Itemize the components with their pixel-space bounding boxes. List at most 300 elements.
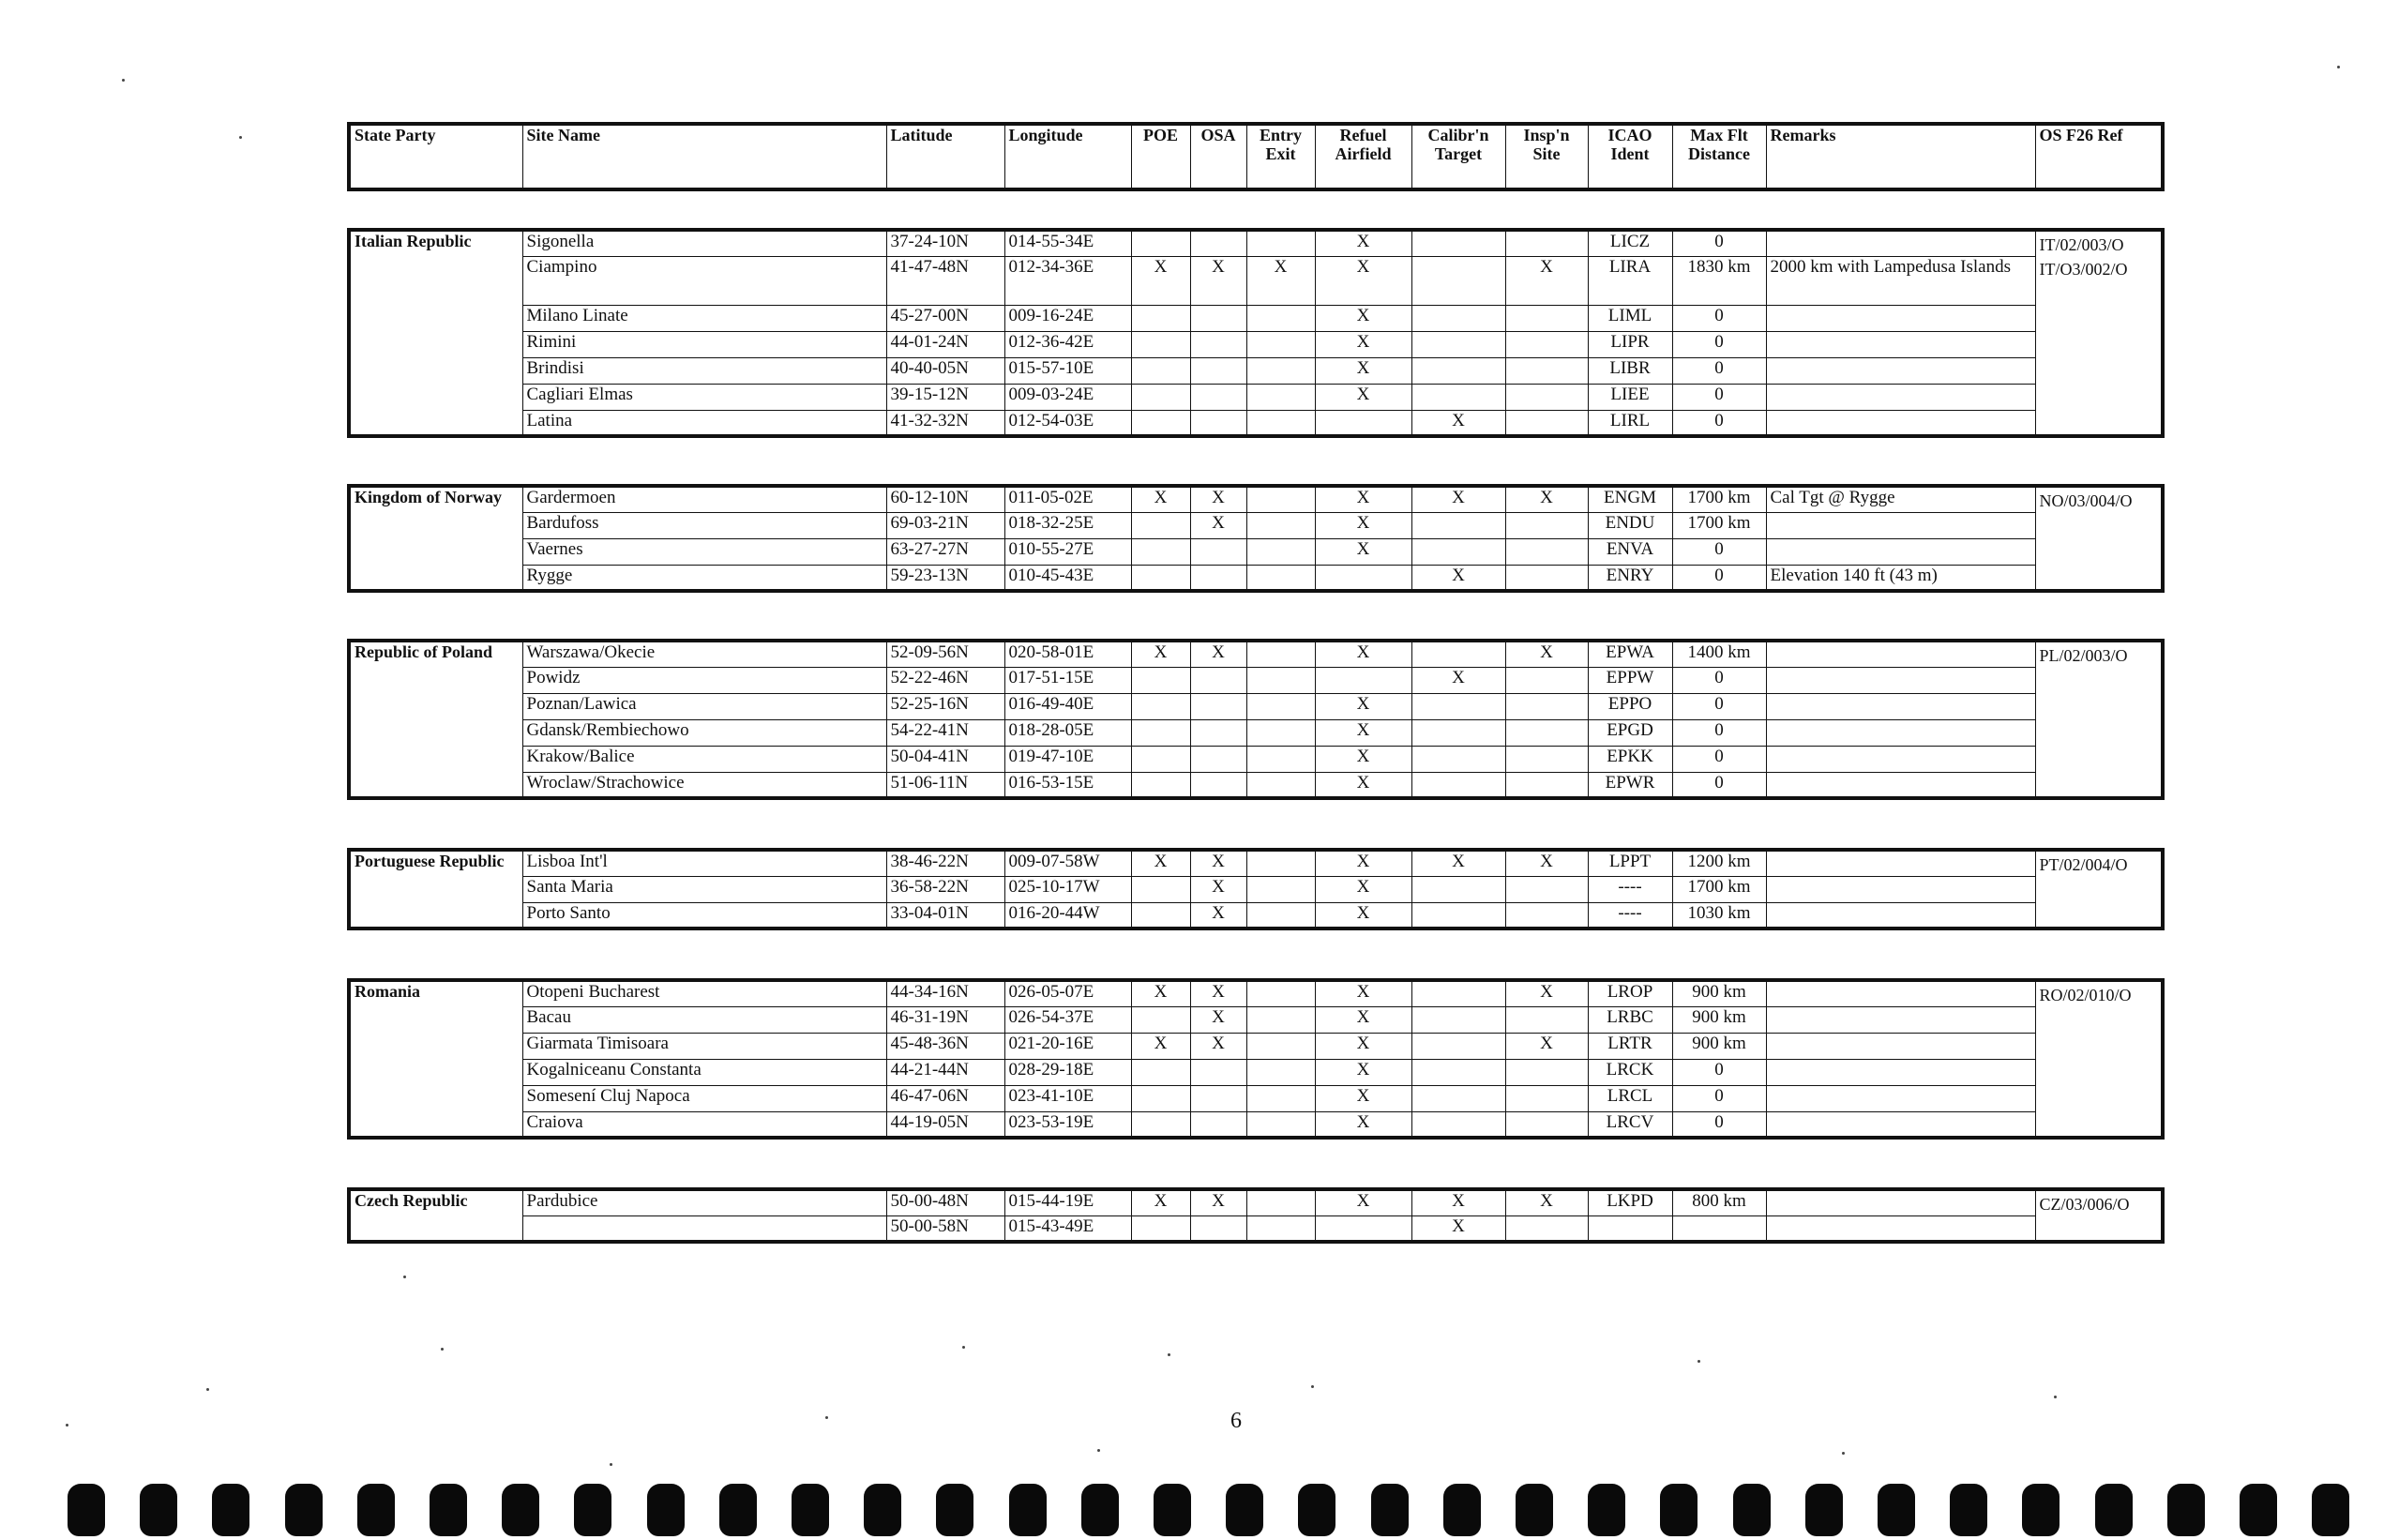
header-row bbox=[349, 124, 2163, 189]
refuel-cell: X bbox=[1315, 230, 1411, 256]
calibration-cell: X bbox=[1411, 1189, 1505, 1215]
binder-hole bbox=[212, 1484, 249, 1536]
remarks-cell bbox=[1766, 305, 2035, 331]
latitude-cell: 50-04-41N bbox=[886, 746, 1004, 772]
refuel-cell bbox=[1315, 1215, 1411, 1242]
inspection-cell bbox=[1505, 1215, 1588, 1242]
osa-cell: X bbox=[1190, 1033, 1246, 1059]
table-row bbox=[349, 719, 2163, 746]
longitude-cell: 018-28-05E bbox=[1004, 719, 1131, 746]
entry-exit-cell bbox=[1246, 357, 1315, 384]
remarks-cell bbox=[1766, 1085, 2035, 1111]
entry-exit-cell bbox=[1246, 538, 1315, 565]
osa-cell: X bbox=[1190, 1006, 1246, 1033]
inspection-cell bbox=[1505, 746, 1588, 772]
column-header: Entry Exit bbox=[1246, 124, 1315, 189]
binder-hole bbox=[502, 1484, 539, 1536]
icao-cell: ENDU bbox=[1588, 512, 1672, 538]
state-party-table bbox=[347, 1187, 2165, 1244]
latitude-cell: 37-24-10N bbox=[886, 230, 1004, 256]
table-row bbox=[349, 1033, 2163, 1059]
poe-cell: X bbox=[1131, 1189, 1190, 1215]
entry-exit-cell bbox=[1246, 230, 1315, 256]
site-name-cell: Porto Santo bbox=[522, 902, 886, 929]
icao-cell: EPWR bbox=[1588, 772, 1672, 798]
column-header: Max Flt Distance bbox=[1672, 124, 1766, 189]
poe-cell bbox=[1131, 538, 1190, 565]
site-name-cell: Krakow/Balice bbox=[522, 746, 886, 772]
scan-speck bbox=[122, 79, 125, 82]
binder-hole bbox=[574, 1484, 611, 1536]
icao-cell: EPPO bbox=[1588, 693, 1672, 719]
site-name-cell: Rygge bbox=[522, 565, 886, 591]
remarks-cell bbox=[1766, 1059, 2035, 1085]
inspection-cell bbox=[1505, 384, 1588, 410]
site-name-cell: Brindisi bbox=[522, 357, 886, 384]
longitude-cell: 018-32-25E bbox=[1004, 512, 1131, 538]
table-row bbox=[349, 693, 2163, 719]
osa-cell bbox=[1190, 331, 1246, 357]
poe-cell: X bbox=[1131, 1033, 1190, 1059]
latitude-cell: 44-19-05N bbox=[886, 1111, 1004, 1138]
osa-cell: X bbox=[1190, 486, 1246, 512]
state-party-cell: Czech Republic bbox=[349, 1189, 522, 1242]
os-f26-ref: IT/02/003/O bbox=[2039, 235, 2124, 254]
scan-speck bbox=[1842, 1452, 1845, 1455]
inspection-cell bbox=[1505, 667, 1588, 693]
poe-cell: X bbox=[1131, 486, 1190, 512]
refuel-cell: X bbox=[1315, 876, 1411, 902]
poe-cell bbox=[1131, 876, 1190, 902]
entry-exit-cell bbox=[1246, 1215, 1315, 1242]
refuel-cell: X bbox=[1315, 1006, 1411, 1033]
longitude-cell: 016-53-15E bbox=[1004, 772, 1131, 798]
latitude-cell: 52-09-56N bbox=[886, 641, 1004, 667]
os-f26-ref-cell bbox=[2035, 486, 2163, 591]
osa-cell: X bbox=[1190, 512, 1246, 538]
longitude-cell: 016-20-44W bbox=[1004, 902, 1131, 929]
icao-cell: LIML bbox=[1588, 305, 1672, 331]
inspection-cell: X bbox=[1505, 256, 1588, 305]
refuel-cell: X bbox=[1315, 384, 1411, 410]
header-table bbox=[347, 122, 2165, 191]
max-distance-cell: 1200 km bbox=[1672, 850, 1766, 876]
os-f26-ref: RO/02/010/O bbox=[2039, 986, 2132, 1004]
table-row bbox=[349, 850, 2163, 876]
state-party-cell: Romania bbox=[349, 980, 522, 1138]
max-distance-cell: 1030 km bbox=[1672, 902, 1766, 929]
longitude-cell: 010-45-43E bbox=[1004, 565, 1131, 591]
icao-cell: EPKK bbox=[1588, 746, 1672, 772]
max-distance-cell: 1400 km bbox=[1672, 641, 1766, 667]
state-party-cell: Republic of Poland bbox=[349, 641, 522, 798]
osa-cell bbox=[1190, 357, 1246, 384]
site-name-cell: Gardermoen bbox=[522, 486, 886, 512]
longitude-cell: 012-36-42E bbox=[1004, 331, 1131, 357]
latitude-cell: 44-01-24N bbox=[886, 331, 1004, 357]
icao-cell: LRCK bbox=[1588, 1059, 1672, 1085]
longitude-cell: 014-55-34E bbox=[1004, 230, 1131, 256]
inspection-cell: X bbox=[1505, 641, 1588, 667]
os-f26-ref: CZ/03/006/O bbox=[2039, 1195, 2130, 1214]
column-header: Latitude bbox=[886, 124, 1004, 189]
calibration-cell: X bbox=[1411, 486, 1505, 512]
icao-cell: ENVA bbox=[1588, 538, 1672, 565]
calibration-cell bbox=[1411, 902, 1505, 929]
poe-cell bbox=[1131, 719, 1190, 746]
remarks-cell bbox=[1766, 410, 2035, 436]
osa-cell bbox=[1190, 746, 1246, 772]
table-row bbox=[349, 876, 2163, 902]
longitude-cell: 026-54-37E bbox=[1004, 1006, 1131, 1033]
inspection-cell: X bbox=[1505, 980, 1588, 1006]
poe-cell bbox=[1131, 305, 1190, 331]
site-name-cell: Powidz bbox=[522, 667, 886, 693]
max-distance-cell: 0 bbox=[1672, 719, 1766, 746]
longitude-cell: 017-51-15E bbox=[1004, 667, 1131, 693]
longitude-cell: 015-57-10E bbox=[1004, 357, 1131, 384]
refuel-cell: X bbox=[1315, 1111, 1411, 1138]
calibration-cell: X bbox=[1411, 667, 1505, 693]
max-distance-cell bbox=[1672, 1215, 1766, 1242]
latitude-cell: 52-25-16N bbox=[886, 693, 1004, 719]
calibration-cell bbox=[1411, 331, 1505, 357]
osa-cell: X bbox=[1190, 980, 1246, 1006]
table-row bbox=[349, 746, 2163, 772]
refuel-cell: X bbox=[1315, 357, 1411, 384]
calibration-cell bbox=[1411, 1033, 1505, 1059]
os-f26-ref-cell bbox=[2035, 980, 2163, 1138]
osa-cell bbox=[1190, 384, 1246, 410]
calibration-cell bbox=[1411, 256, 1505, 305]
table-row bbox=[349, 538, 2163, 565]
osa-cell: X bbox=[1190, 902, 1246, 929]
max-distance-cell: 0 bbox=[1672, 1085, 1766, 1111]
latitude-cell: 44-34-16N bbox=[886, 980, 1004, 1006]
refuel-cell bbox=[1315, 565, 1411, 591]
osa-cell: X bbox=[1190, 1189, 1246, 1215]
max-distance-cell: 0 bbox=[1672, 230, 1766, 256]
latitude-cell: 63-27-27N bbox=[886, 538, 1004, 565]
table-row bbox=[349, 1059, 2163, 1085]
binder-hole bbox=[68, 1484, 105, 1536]
longitude-cell: 015-43-49E bbox=[1004, 1215, 1131, 1242]
latitude-cell: 45-27-00N bbox=[886, 305, 1004, 331]
column-header: ICAO Ident bbox=[1588, 124, 1672, 189]
entry-exit-cell bbox=[1246, 1111, 1315, 1138]
refuel-cell: X bbox=[1315, 641, 1411, 667]
binder-hole bbox=[430, 1484, 467, 1536]
scan-speck bbox=[1168, 1353, 1170, 1356]
refuel-cell: X bbox=[1315, 980, 1411, 1006]
poe-cell bbox=[1131, 1006, 1190, 1033]
table-row bbox=[349, 1111, 2163, 1138]
os-f26-ref-cell bbox=[2035, 641, 2163, 798]
poe-cell bbox=[1131, 1215, 1190, 1242]
icao-cell: ENGM bbox=[1588, 486, 1672, 512]
poe-cell bbox=[1131, 512, 1190, 538]
table-row bbox=[349, 512, 2163, 538]
site-name-cell: Giarmata Timisoara bbox=[522, 1033, 886, 1059]
calibration-cell bbox=[1411, 305, 1505, 331]
remarks-cell bbox=[1766, 772, 2035, 798]
remarks-cell bbox=[1766, 357, 2035, 384]
osa-cell bbox=[1190, 538, 1246, 565]
longitude-cell: 028-29-18E bbox=[1004, 1059, 1131, 1085]
refuel-cell: X bbox=[1315, 746, 1411, 772]
latitude-cell: 59-23-13N bbox=[886, 565, 1004, 591]
osa-cell: X bbox=[1190, 876, 1246, 902]
entry-exit-cell bbox=[1246, 980, 1315, 1006]
max-distance-cell: 0 bbox=[1672, 772, 1766, 798]
max-distance-cell: 0 bbox=[1672, 667, 1766, 693]
poe-cell bbox=[1131, 331, 1190, 357]
site-name-cell bbox=[522, 1215, 886, 1242]
site-name-cell: Bacau bbox=[522, 1006, 886, 1033]
column-header: OS F26 Ref bbox=[2035, 124, 2163, 189]
scan-speck bbox=[403, 1276, 406, 1278]
longitude-cell: 023-41-10E bbox=[1004, 1085, 1131, 1111]
inspection-cell bbox=[1505, 1059, 1588, 1085]
column-header: OSA bbox=[1190, 124, 1246, 189]
refuel-cell bbox=[1315, 410, 1411, 436]
site-name-cell: Lisboa Int'l bbox=[522, 850, 886, 876]
refuel-cell: X bbox=[1315, 850, 1411, 876]
remarks-cell bbox=[1766, 230, 2035, 256]
icao-cell: LRBC bbox=[1588, 1006, 1672, 1033]
inspection-cell bbox=[1505, 1111, 1588, 1138]
entry-exit-cell: X bbox=[1246, 256, 1315, 305]
binder-hole bbox=[357, 1484, 395, 1536]
entry-exit-cell bbox=[1246, 565, 1315, 591]
refuel-cell: X bbox=[1315, 772, 1411, 798]
max-distance-cell: 1700 km bbox=[1672, 876, 1766, 902]
entry-exit-cell bbox=[1246, 1006, 1315, 1033]
latitude-cell: 38-46-22N bbox=[886, 850, 1004, 876]
entry-exit-cell bbox=[1246, 384, 1315, 410]
binder-hole bbox=[2095, 1484, 2133, 1536]
remarks-cell bbox=[1766, 384, 2035, 410]
binder-hole bbox=[1081, 1484, 1119, 1536]
longitude-cell: 026-05-07E bbox=[1004, 980, 1131, 1006]
table-row bbox=[349, 305, 2163, 331]
binder-hole bbox=[792, 1484, 829, 1536]
scan-speck bbox=[206, 1388, 209, 1391]
remarks-cell bbox=[1766, 538, 2035, 565]
latitude-cell: 33-04-01N bbox=[886, 902, 1004, 929]
inspection-cell bbox=[1505, 538, 1588, 565]
column-header: State Party bbox=[349, 124, 522, 189]
state-party-table bbox=[347, 978, 2165, 1140]
entry-exit-cell bbox=[1246, 667, 1315, 693]
binder-hole bbox=[1660, 1484, 1697, 1536]
calibration-cell bbox=[1411, 1006, 1505, 1033]
entry-exit-cell bbox=[1246, 512, 1315, 538]
inspection-cell: X bbox=[1505, 1189, 1588, 1215]
binder-hole bbox=[936, 1484, 973, 1536]
scan-speck bbox=[66, 1424, 68, 1427]
longitude-cell: 009-16-24E bbox=[1004, 305, 1131, 331]
binder-hole bbox=[2312, 1484, 2349, 1536]
inspection-cell bbox=[1505, 1006, 1588, 1033]
table-row bbox=[349, 772, 2163, 798]
entry-exit-cell bbox=[1246, 331, 1315, 357]
site-name-cell: Warszawa/Okecie bbox=[522, 641, 886, 667]
calibration-cell bbox=[1411, 876, 1505, 902]
inspection-cell bbox=[1505, 512, 1588, 538]
longitude-cell: 009-03-24E bbox=[1004, 384, 1131, 410]
state-party-table bbox=[347, 848, 2165, 930]
longitude-cell: 012-54-03E bbox=[1004, 410, 1131, 436]
scan-speck bbox=[610, 1463, 612, 1466]
refuel-cell: X bbox=[1315, 1085, 1411, 1111]
binder-hole bbox=[2240, 1484, 2277, 1536]
table-row bbox=[349, 230, 2163, 256]
max-distance-cell: 0 bbox=[1672, 305, 1766, 331]
calibration-cell bbox=[1411, 719, 1505, 746]
remarks-cell bbox=[1766, 1006, 2035, 1033]
entry-exit-cell bbox=[1246, 772, 1315, 798]
refuel-cell: X bbox=[1315, 1189, 1411, 1215]
site-name-cell: Santa Maria bbox=[522, 876, 886, 902]
latitude-cell: 50-00-58N bbox=[886, 1215, 1004, 1242]
calibration-cell bbox=[1411, 357, 1505, 384]
inspection-cell bbox=[1505, 1085, 1588, 1111]
refuel-cell: X bbox=[1315, 693, 1411, 719]
refuel-cell: X bbox=[1315, 902, 1411, 929]
icao-cell: ---- bbox=[1588, 902, 1672, 929]
refuel-cell: X bbox=[1315, 512, 1411, 538]
table-row bbox=[349, 667, 2163, 693]
inspection-cell: X bbox=[1505, 1033, 1588, 1059]
max-distance-cell: 900 km bbox=[1672, 1006, 1766, 1033]
site-name-cell: Sigonella bbox=[522, 230, 886, 256]
entry-exit-cell bbox=[1246, 1085, 1315, 1111]
osa-cell bbox=[1190, 1215, 1246, 1242]
latitude-cell: 50-00-48N bbox=[886, 1189, 1004, 1215]
osa-cell bbox=[1190, 667, 1246, 693]
latitude-cell: 45-48-36N bbox=[886, 1033, 1004, 1059]
refuel-cell: X bbox=[1315, 538, 1411, 565]
remarks-cell: Cal Tgt @ Rygge bbox=[1766, 486, 2035, 512]
os-f26-ref-cell bbox=[2035, 850, 2163, 929]
latitude-cell: 46-47-06N bbox=[886, 1085, 1004, 1111]
icao-cell: LPPT bbox=[1588, 850, 1672, 876]
site-name-cell: Otopeni Bucharest bbox=[522, 980, 886, 1006]
remarks-cell bbox=[1766, 719, 2035, 746]
binder-hole bbox=[1878, 1484, 1915, 1536]
table-row bbox=[349, 1215, 2163, 1242]
inspection-cell: X bbox=[1505, 486, 1588, 512]
remarks-cell: Elevation 140 ft (43 m) bbox=[1766, 565, 2035, 591]
binder-hole bbox=[1009, 1484, 1047, 1536]
refuel-cell: X bbox=[1315, 486, 1411, 512]
remarks-cell bbox=[1766, 980, 2035, 1006]
poe-cell bbox=[1131, 667, 1190, 693]
site-name-cell: Bardufoss bbox=[522, 512, 886, 538]
poe-cell bbox=[1131, 1059, 1190, 1085]
icao-cell: ENRY bbox=[1588, 565, 1672, 591]
icao-cell: LRCV bbox=[1588, 1111, 1672, 1138]
poe-cell: X bbox=[1131, 256, 1190, 305]
site-name-cell: Craiova bbox=[522, 1111, 886, 1138]
scan-speck bbox=[441, 1348, 444, 1351]
state-party-cell: Kingdom of Norway bbox=[349, 486, 522, 591]
max-distance-cell: 900 km bbox=[1672, 1033, 1766, 1059]
latitude-cell: 51-06-11N bbox=[886, 772, 1004, 798]
calibration-cell bbox=[1411, 384, 1505, 410]
refuel-cell: X bbox=[1315, 1059, 1411, 1085]
poe-cell bbox=[1131, 1111, 1190, 1138]
calibration-cell bbox=[1411, 746, 1505, 772]
state-party-table bbox=[347, 228, 2165, 438]
scan-speck bbox=[962, 1346, 965, 1349]
calibration-cell: X bbox=[1411, 410, 1505, 436]
latitude-cell: 54-22-41N bbox=[886, 719, 1004, 746]
calibration-cell bbox=[1411, 538, 1505, 565]
max-distance-cell: 0 bbox=[1672, 693, 1766, 719]
icao-cell bbox=[1588, 1215, 1672, 1242]
table-row bbox=[349, 410, 2163, 436]
calibration-cell bbox=[1411, 772, 1505, 798]
entry-exit-cell bbox=[1246, 746, 1315, 772]
calibration-cell: X bbox=[1411, 850, 1505, 876]
latitude-cell: 41-47-48N bbox=[886, 256, 1004, 305]
poe-cell bbox=[1131, 410, 1190, 436]
inspection-cell bbox=[1505, 331, 1588, 357]
poe-cell bbox=[1131, 357, 1190, 384]
table-row bbox=[349, 641, 2163, 667]
remarks-cell: 2000 km with Lampedusa Islands bbox=[1766, 256, 2035, 305]
max-distance-cell: 0 bbox=[1672, 331, 1766, 357]
osa-cell bbox=[1190, 410, 1246, 436]
scan-speck bbox=[1697, 1360, 1700, 1363]
binder-hole bbox=[1733, 1484, 1771, 1536]
site-name-cell: Rimini bbox=[522, 331, 886, 357]
longitude-cell: 011-05-02E bbox=[1004, 486, 1131, 512]
remarks-cell bbox=[1766, 746, 2035, 772]
poe-cell: X bbox=[1131, 641, 1190, 667]
os-f26-ref: PT/02/004/O bbox=[2039, 855, 2128, 874]
entry-exit-cell bbox=[1246, 1033, 1315, 1059]
remarks-cell bbox=[1766, 331, 2035, 357]
binder-hole bbox=[1226, 1484, 1263, 1536]
max-distance-cell: 0 bbox=[1672, 565, 1766, 591]
state-party-table bbox=[347, 484, 2165, 593]
calibration-cell bbox=[1411, 512, 1505, 538]
table-row bbox=[349, 902, 2163, 929]
table-row bbox=[349, 1189, 2163, 1215]
longitude-cell: 010-55-27E bbox=[1004, 538, 1131, 565]
icao-cell: LROP bbox=[1588, 980, 1672, 1006]
remarks-cell bbox=[1766, 512, 2035, 538]
inspection-cell bbox=[1505, 902, 1588, 929]
osa-cell: X bbox=[1190, 641, 1246, 667]
poe-cell bbox=[1131, 1085, 1190, 1111]
calibration-cell bbox=[1411, 980, 1505, 1006]
binder-hole bbox=[719, 1484, 757, 1536]
calibration-cell bbox=[1411, 1059, 1505, 1085]
site-name-cell: Latina bbox=[522, 410, 886, 436]
entry-exit-cell bbox=[1246, 876, 1315, 902]
refuel-cell bbox=[1315, 667, 1411, 693]
inspection-cell bbox=[1505, 719, 1588, 746]
longitude-cell: 023-53-19E bbox=[1004, 1111, 1131, 1138]
scan-speck bbox=[1311, 1385, 1314, 1388]
longitude-cell: 021-20-16E bbox=[1004, 1033, 1131, 1059]
binder-hole bbox=[1805, 1484, 1843, 1536]
scan-speck bbox=[825, 1416, 828, 1419]
